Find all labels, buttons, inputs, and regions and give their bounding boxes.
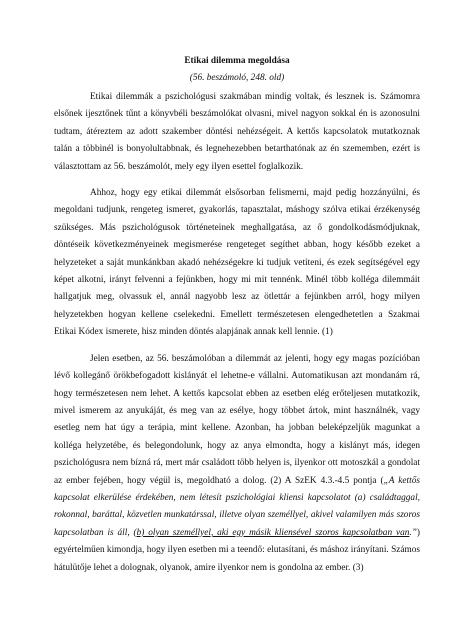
ethics-code-quote-end: .” — [409, 527, 417, 538]
document-subtitle: (56. beszámoló, 248. old) — [189, 73, 285, 83]
ethics-code-quote-underlined: (b) olyan személlyel, aki egy másik kliensével szoros kapcsolatban van — [133, 527, 410, 538]
document-title: Etikai dilemma megoldása — [184, 56, 290, 66]
paragraph-3 — [54, 351, 420, 577]
ethics-code-quote-text: „A kettős kapcsolat elkerülése érdekében, nem létesít pszichológiai kliensi kapcsolatot (a) családtaggal, rokonnal, baráttal, közvetlen munkatárssal, illetve olyan személlyel, akivel valamilyen más szoros kapcsolatban is áll, — [54, 475, 420, 538]
paragraph-3-start: Jelen esetben, az 56. beszámolóban a dilemmát az jelenti, hogy egy magas pozícióban lévő kollegánő örökbefogadott kislányát el lehetne-e vállalni. Automatikusan azt mondanám rá, hogy természetesen nem lehet. A kettős kapcsolat ebben az esetben elég erőteljesen mutatkozik, mivel ismerem az anyukáját, és meg van az esélye, hogy többet ártok, mint használnék, vagy esetleg nem hat úgy a terápia, mint kellene. Azonban, ha jobban beleképzeljük magunkat a kolléga helyzetébe, és belegondolunk, hogy az anya elmondta, hogy a kislányt más, idegen pszichológusra nem bízná rá, mert már családott több helyen is, ilyenkor ott motoszkál a gondolat az ember fejében, hogy végül is, megoldható a dolog. (2) A SzEK 4.3.-4.5 pontja ( — [54, 353, 420, 486]
paragraph-3-end: ) egyértelműen kimondja, hogy ilyen esetben mi a teendő: elutasítani, és máshoz irányítani. Számos hátulütője lehet a dolognak, olyanok, amire ilyenkor nem is gondolna az ember. (3) — [54, 527, 420, 573]
paragraph-1: Etikai dilemmák a pszichológusi szakmában mindig voltak, és lesznek is. Számomra elsőnek ijesztőnek tűnt a könyvbéli beszámolókat olvasni, mivel nagyon sokkal én is azonosulni tudtam, átéreztem az adott szakember döntési nehézségeit. A kettős kapcsolatok mutatkoznak talán a többinél is bonyolultabbnak, és legnehezebben betarthatónak az én szememben, ezért is választottam az 56. beszámolót, mely egy ilyen esettel foglalkozik. — [54, 92, 420, 172]
paragraph-2: Ahhoz, hogy egy etikai dilemmát elsősorban felismerni, majd pedig hozzányúlni, és megoldani tudjunk, rengeteg ismeret, gyakorlás, tapasztalat, máshogy szólva etikai érzékenység szükséges. Más pszichológusok történeteinek meghallgatása, az ő gondolkodásmódjuknak, döntéseik következményeinek megismerése rengeteget segíthet abban, hogy később ezeket a helyzeteket a saját munkánkban akadó nehézségekre ki tudjuk vetíteni, és ezek segítségével egy képet alkotni, irányt felvenni a fejünkben, hogy mi mit tennénk. Minél több kolléga dilemmáit hallgatjuk meg, olvassuk el, annál nagyobb lesz az ötlettár a fejünkben arról, hogy milyen helyzetekben hogyan kellene cselekedni. Emellett természetesen elengedhetetlen a Szakmai Etikai Kódex ismerete, hisz minden döntés alapjának annak kell lennie. (1) — [54, 188, 420, 338]
